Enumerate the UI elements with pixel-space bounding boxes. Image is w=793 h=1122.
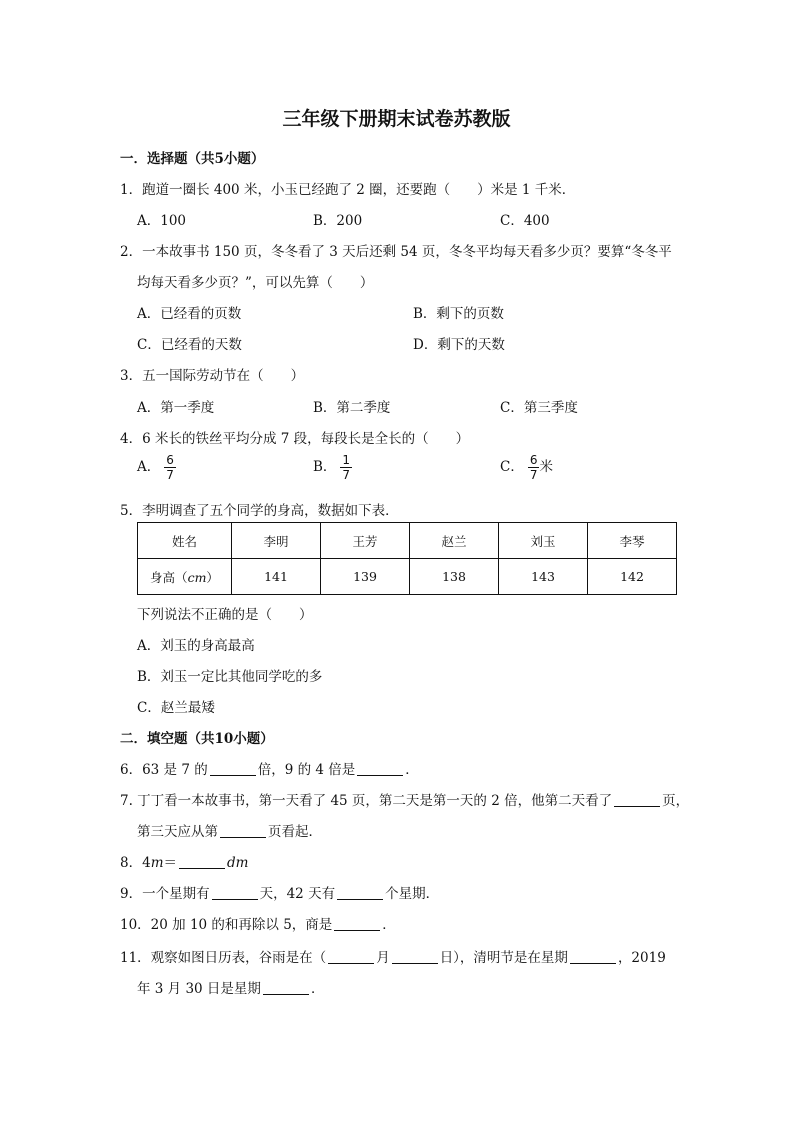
question-3-option-c: C．第三季度	[500, 400, 578, 416]
fraction-numerator: 1	[342, 453, 351, 467]
answer-blank[interactable]	[210, 761, 256, 776]
question-text: 个星期．	[385, 886, 440, 902]
question-2-stem-line2: 均每天看多少页？”，可以先算（ ）	[137, 275, 374, 291]
question-2-option-a: A．已经看的页数	[137, 306, 242, 322]
table-cell: 138	[410, 559, 499, 595]
question-text: 日），清明节是在星期	[439, 950, 568, 966]
question-text: ．	[310, 981, 325, 997]
table-header-cell: 赵兰	[410, 523, 499, 559]
question-3-stem: 3．五一国际劳动节在（ ）	[120, 368, 305, 384]
question-2-option-c: C．已经看的天数	[137, 337, 242, 353]
table-header-cell: 李明	[232, 523, 321, 559]
answer-blank[interactable]	[614, 792, 660, 807]
unit-label: dm	[227, 855, 249, 871]
question-4-option-a	[137, 454, 176, 481]
question-text: ．	[405, 762, 419, 778]
fraction-denominator: 7	[529, 468, 538, 482]
option-label: A．	[137, 459, 161, 475]
unit-label: m	[150, 855, 164, 871]
section-heading-fill	[120, 727, 274, 747]
question-8	[120, 851, 248, 871]
table-header-cell: 王芳	[321, 523, 410, 559]
question-text: 10．20 加 10 的和再除以 5，商是	[120, 917, 333, 933]
question-3-option-a: A．第一季度	[137, 400, 215, 416]
question-text: 9．一个星期有	[120, 886, 210, 902]
answer-blank[interactable]	[357, 761, 403, 776]
question-1-stem: 1．跑道一圈长 400 米，小玉已经跑了 2 圈，还要跑（ ）米是 1 千米．	[120, 182, 576, 198]
question-4-stem: 4．6 米长的铁丝平均分成 7 段，每段长是全长的（ ）	[120, 431, 470, 447]
question-2-option-b: B．剩下的页数	[413, 306, 504, 322]
table-row-label	[138, 559, 232, 595]
table-header-cell: 姓名	[138, 523, 232, 559]
question-5-prompt: 下列说法不正确的是（ ）	[137, 607, 313, 623]
question-10	[120, 913, 396, 933]
table-cell: 141	[232, 559, 321, 595]
answer-blank[interactable]	[392, 949, 438, 964]
answer-blank[interactable]	[263, 980, 309, 995]
question-9	[120, 882, 439, 902]
question-4-option-c	[500, 454, 553, 481]
page-title: 三年级下册期末试卷苏教版	[282, 108, 511, 130]
question-1-option-a: A．100	[137, 213, 187, 229]
option-label: B．	[313, 459, 337, 475]
question-text: 年 3 月 30 日是星期	[137, 981, 261, 997]
answer-blank[interactable]	[334, 916, 380, 931]
fraction-numerator: 6	[529, 453, 538, 467]
question-11-line1	[120, 946, 666, 966]
table-row	[138, 523, 677, 559]
table-header-cell: 刘玉	[499, 523, 588, 559]
answer-blank[interactable]	[570, 949, 616, 964]
question-text: 页，	[662, 793, 690, 809]
question-7-line1	[120, 789, 689, 809]
question-text: 第三天应从第	[137, 824, 218, 840]
fraction	[340, 454, 352, 481]
section-count: 5	[214, 151, 224, 167]
table-cell: 143	[499, 559, 588, 595]
question-4-option-b	[313, 454, 352, 481]
answer-blank[interactable]	[337, 885, 383, 900]
question-text: 8．4	[120, 855, 151, 871]
table-cell: 142	[588, 559, 677, 595]
answer-blank[interactable]	[212, 885, 258, 900]
question-2-option-d: D．剩下的天数	[413, 337, 505, 353]
question-11-line2	[137, 977, 324, 997]
question-3-option-b: B．第二季度	[313, 400, 391, 416]
fraction-denominator: 7	[166, 468, 174, 482]
question-text: 页看起．	[268, 824, 322, 840]
question-1-option-b: B．200	[313, 213, 363, 229]
height-table	[137, 522, 677, 595]
section-label: 二．填空题（共	[120, 731, 215, 747]
question-text: 11．观察如图日历表，谷雨是在（	[120, 950, 327, 966]
row-label-unit: cm	[187, 569, 207, 585]
question-5-option-c: C．赵兰最矮	[137, 700, 215, 716]
answer-blank[interactable]	[179, 854, 225, 869]
question-7-line2	[137, 820, 322, 840]
table-row	[138, 559, 677, 595]
unit-label: 米	[539, 459, 553, 475]
fraction-denominator: 7	[342, 468, 351, 482]
question-text: ，2019	[617, 950, 666, 966]
fraction	[528, 454, 540, 481]
question-1-option-c: C．400	[500, 213, 550, 229]
section-label: 一．选择题（共	[120, 151, 215, 167]
table-cell: 139	[321, 559, 410, 595]
question-5-option-b: B．刘玉一定比其他同学吃的多	[137, 669, 323, 685]
section-heading-choice	[120, 147, 264, 167]
question-5-option-a: A．刘玉的身高最高	[137, 638, 255, 654]
question-2-stem-line1: 2．一本故事书 150 页，冬冬看了 3 天后还剩 54 页，冬冬平均每天看多少页？要算“冬冬平	[120, 244, 672, 260]
answer-blank[interactable]	[220, 823, 266, 838]
fraction-numerator: 6	[166, 453, 174, 467]
question-text: ．	[382, 917, 396, 933]
question-text: 6．63 是 7 的	[120, 762, 208, 778]
question-text: 月	[376, 950, 390, 966]
answer-blank[interactable]	[328, 949, 374, 964]
question-text: 倍，9 的 4 倍是	[257, 762, 356, 778]
option-label: C．	[500, 459, 524, 475]
row-label-text: 身高（	[150, 569, 188, 585]
question-text: ＝	[163, 855, 177, 871]
fraction	[164, 454, 176, 481]
section-tail: 小题）	[233, 731, 274, 747]
row-label-close: ）	[206, 569, 219, 585]
question-6	[120, 758, 419, 778]
question-text: 7. 丁丁看一本故事书，第一天看了 45 页，第二天是第一天的 2 倍，他第二天看了	[120, 793, 613, 809]
question-text: 天，42 天有	[259, 886, 336, 902]
table-header-cell: 李琴	[588, 523, 677, 559]
section-tail: 小题）	[223, 151, 265, 167]
question-5-stem: 5．李明调查了五个同学的身高，数据如下表．	[120, 503, 399, 519]
section-count: 10	[214, 731, 234, 747]
